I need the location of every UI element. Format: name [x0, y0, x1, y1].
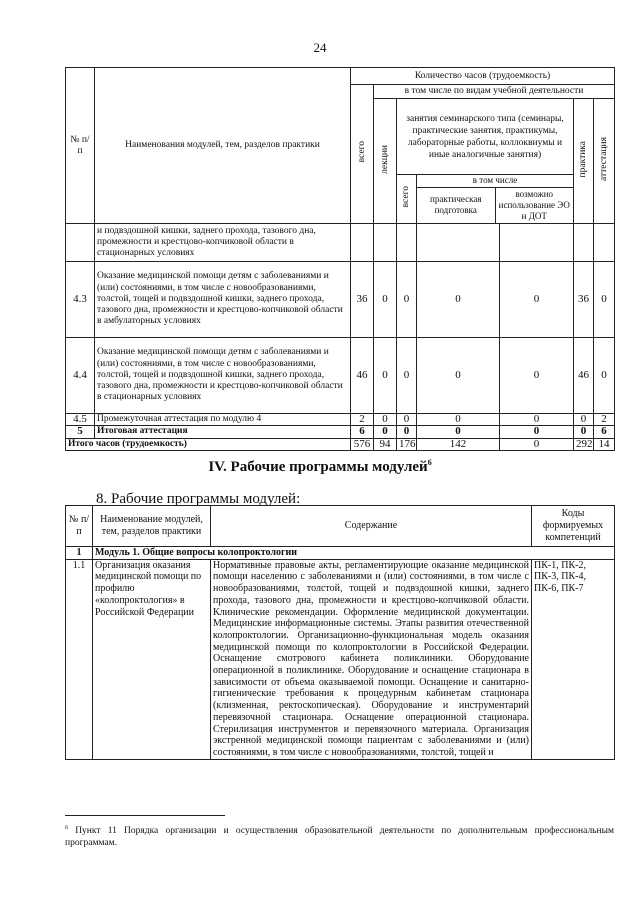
row-value: 0 [397, 262, 417, 338]
header-eo-dot: возможно использование ЭО и ДОТ [498, 188, 570, 221]
subsection-title: 8. Рабочие программы модулей: [96, 491, 301, 507]
row-value: 36 [574, 262, 594, 338]
row-value: 6 [351, 426, 374, 438]
hours-table [65, 67, 615, 451]
total-value: 576 [351, 438, 374, 450]
row-num: 4.5 [66, 414, 95, 426]
t2-header-content: Содержание [211, 506, 532, 547]
table-row [66, 262, 615, 338]
row-value: 0 [374, 338, 397, 414]
row-value: 6 [594, 426, 615, 438]
row-name: и подвздошной кишки, заднего прохода, тазового дна, промежности и крестцово-копчиковой области в стационарных условиях [95, 224, 351, 262]
header-including: в том числе по видам учебной деятельности [374, 85, 615, 99]
row-value: 0 [374, 414, 397, 426]
row-value: 2 [594, 414, 615, 426]
total-label: Итого часов (трудоемкость) [66, 438, 351, 450]
row-value: 0 [397, 414, 417, 426]
row-value [397, 224, 417, 262]
row-value: 0 [417, 338, 500, 414]
total-value: 14 [594, 438, 615, 450]
page-number: 24 [313, 40, 327, 55]
row-value: 0 [574, 426, 594, 438]
row-value: 0 [500, 338, 574, 414]
header-attestation: аттестация [594, 99, 615, 224]
row-name: Итоговая аттестация [95, 426, 351, 438]
t2-header-name: Наименование модулей, тем, разделов практики [93, 506, 211, 547]
row-value: 0 [500, 414, 574, 426]
header-practical-prep: практическая подготовка [417, 187, 495, 223]
total-value: 142 [417, 438, 500, 450]
row-value: 0 [574, 414, 594, 426]
row-num: 4.3 [66, 262, 95, 338]
row-name: Промежуточная аттестация по модулю 4 [95, 414, 351, 426]
row-value: 36 [351, 262, 374, 338]
row-value: 0 [594, 338, 615, 414]
total-row [66, 438, 615, 450]
table-row [66, 426, 615, 438]
table-row [66, 224, 615, 262]
row-value: 0 [397, 426, 417, 438]
header-lectures: лекции [374, 99, 397, 224]
header-seminar: занятия семинарского типа (семинары, практические занятия, практикумы, лабораторные работы, коллоквиумы и иные аналогичные занятия) [397, 99, 574, 175]
row-num [66, 224, 95, 262]
total-value: 292 [574, 438, 594, 450]
module-title: Модуль 1. Общие вопросы колопроктологии [93, 547, 615, 560]
footnote: $^6$ Пункт 11 Порядка организации и осуществления образовательной деятельности по дополнительным профессиональным программам. [65, 825, 614, 849]
row-num: 4.4 [66, 338, 95, 414]
section-title: IV. Рабочие программы модулей$^6$ [208, 458, 432, 475]
table-row [66, 338, 615, 414]
row-value [417, 224, 500, 262]
row-name: Оказание медицинской помощи детям с заболеваниями и (или) состояниями, в том числе с новообразованиями, толстой, тощей и подвздошной кишки, заднего прохода, тазового дна, промежности и крестцово-копчиковой области в стационарных условиях [95, 338, 351, 414]
row-value: 0 [417, 262, 500, 338]
header-num: № п/п [66, 68, 95, 224]
row-value: 0 [397, 338, 417, 414]
row-name: Организация оказания медицинской помощи по профилю «колопроктология» в Российской Федерации [93, 559, 211, 759]
header-practice: практика [574, 99, 594, 224]
header-hours: Количество часов (трудоемкость) [351, 68, 615, 85]
row-value: 2 [351, 414, 374, 426]
row-value: 0 [374, 426, 397, 438]
row-value [374, 224, 397, 262]
total-value: 94 [374, 438, 397, 450]
total-value: 0 [500, 438, 574, 450]
row-value: 46 [351, 338, 374, 414]
table-row [66, 414, 615, 426]
row-codes: ПК-1, ПК-2, ПК-3, ПК-4, ПК-6, ПК-7 [532, 559, 615, 759]
row-value: 0 [417, 426, 500, 438]
row-num: 5 [66, 426, 95, 438]
header-name: Наименования модулей, тем, разделов практики [95, 68, 351, 224]
row-content: Нормативные правовые акты, регламентирующие оказание медицинской помощи населению с заболеваниями и (или) состояниями, в том числе с новообразованиями, толстой, тощей и подвздошной кишки, заднего прохода, тазового дна, промежности и крестцово-копчиковой области. Клинические рекомендации. Оформление медицинской документации. Медицинские информационные системы. Этапы развития отечественной колопроктологии. Организационно-функциональная модель оказания медицинской помощи по колопроктологии в Российской Федерации. Оснащение смотрового кабинета поликлиники. Оборудование операционной в поликлинике. Оборудование и оснащение стационара в зависимости от объема оказываемой помощи. Оснащение и санитарно-гигиенические требования к процедурным кабинетам стационара (клизменная, ректоскопическая). Оборудование и инструментарий перевязочной стационара. Оснащение операционной стационара. Стерилизация инструментов и перевязочного материала. Организация экстренной медицинской помощи пациентам с заболеваниями и (или) состояниями, в том числе с новообразованиями, толстой, тощей и [211, 559, 532, 759]
footnote-ref: 6 [427, 458, 432, 467]
header-total: всего [351, 85, 374, 224]
row-value: 0 [417, 414, 500, 426]
row-value: 0 [500, 262, 574, 338]
t2-header-codes: Коды формируемых компетенций [532, 506, 615, 547]
row-value [594, 224, 615, 262]
row-value [574, 224, 594, 262]
row-value: 0 [500, 426, 574, 438]
row-num: 1.1 [66, 559, 93, 759]
t2-header-num: № п/п [66, 506, 93, 547]
module-programs-table [65, 505, 615, 760]
footnote-separator [65, 815, 225, 816]
row-value [500, 224, 574, 262]
row-value: 0 [594, 262, 615, 338]
total-value: 176 [397, 438, 417, 450]
header-seminar-including: в том числе [417, 175, 573, 187]
module-num: 1 [66, 547, 93, 560]
row-value: 46 [574, 338, 594, 414]
header-seminar-total: всего [397, 175, 417, 224]
row-value: 0 [374, 262, 397, 338]
row-value [351, 224, 374, 262]
row-name: Оказание медицинской помощи детям с заболеваниями и (или) состояниями, в том числе с новообразованиями, толстой, тощей и подвздошной кишки, заднего прохода, тазового дна, промежности и крестцово-копчиковой области в амбулаторных условиях [95, 262, 351, 338]
